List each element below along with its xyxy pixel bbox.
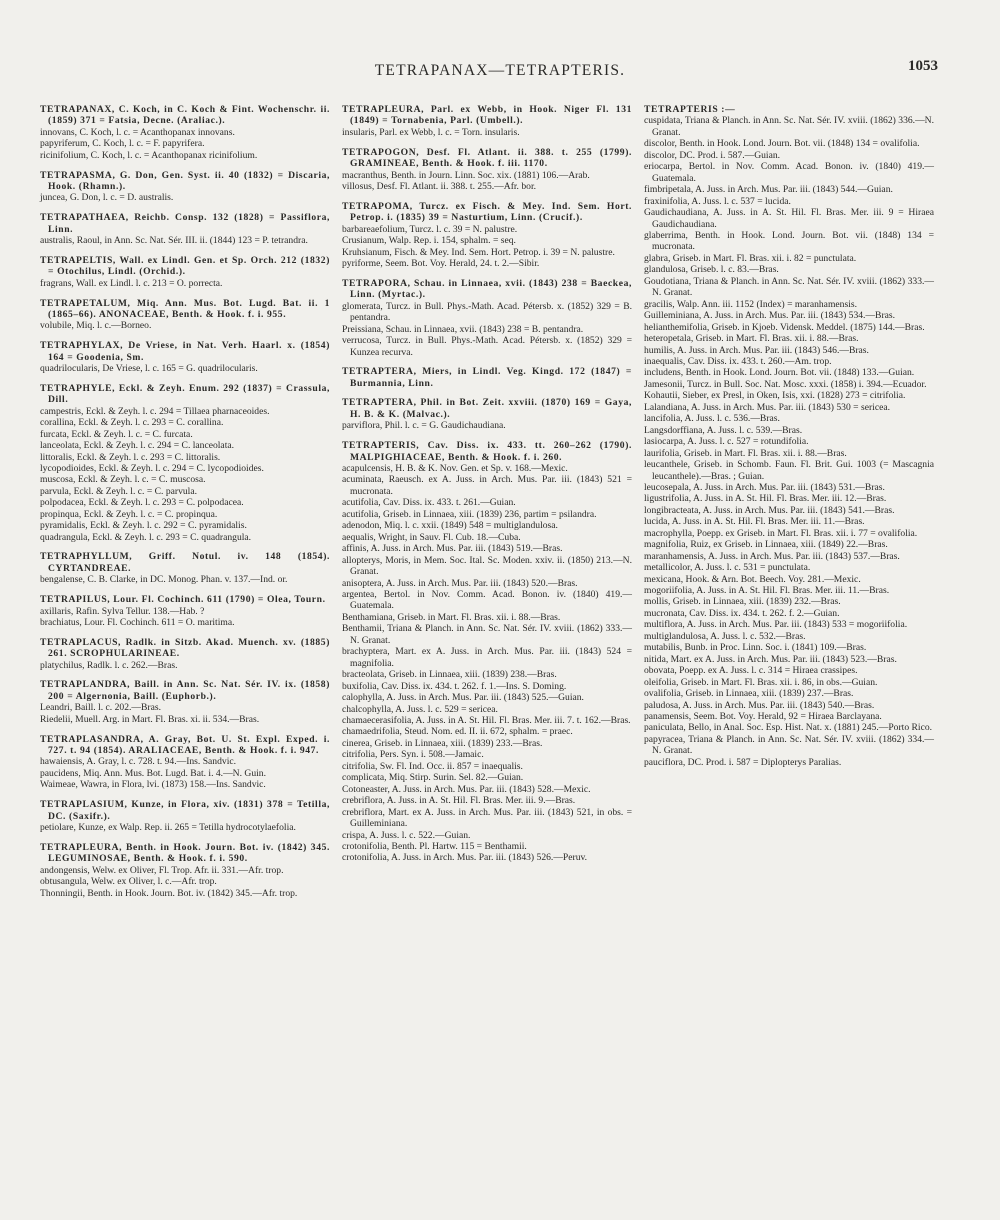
genus-entry [342,397,632,431]
genus-heading: TETRAPOGON, Desf. Fl. Atlant. ii. 388. t. 255 (1799). GRAMINEAE, Benth. & Hook. f. iii. 1170. [342,146,632,170]
genus-heading: TETRAPELTIS, Wall. ex Lindl. Gen. et Sp. Orch. 212 (1832) = Otochilus, Lindl. (Orchid.). [40,254,330,278]
species-entry: paucidens, Miq. Ann. Mus. Bot. Lugd. Bat. i. 4.—N. Guin. [40,767,266,779]
genus-heading: TETRAPETALUM, Miq. Ann. Mus. Bot. Lugd. Bat. ii. 1 (1865–66). ANONACEAE, Benth. & Hook. f. i. 955. [40,297,330,320]
species-entry: polpodacea, Eckl. & Zeyh. l. c. 293 = C. polpodacea. [40,497,244,509]
genus-entry [40,551,330,585]
genus-heading: TETRAPLACUS, Radlk. in Sitzb. Akad. Muench. xv. (1885) 261. SCROPHULARINEAE. [40,636,330,660]
species-entry: bengalense, C. B. Clarke, in DC. Monog. Phan. v. 137.—Ind. or. [40,574,288,586]
species-entry: allopterys, Moris, in Mem. Soc. Ital. Sc. Moden. xxiv. ii. (1850) 213.—N. Granat. [342,554,632,578]
species-entry: chalcophylla, A. Juss. l. c. 529 = sericea. [342,703,498,715]
genus-heading: TETRAPOMA, Turcz. ex Fisch. & Mey. Ind. Sem. Hort. Petrop. i. (1835) 39 = Nasturtium, Linn. (Crucif.). [342,200,632,224]
species-entry: verrucosa, Turcz. in Bull. Phys.-Math. Acad. Pétersb. x. (1852) 329 = Kunzea recurva. [342,335,632,358]
species-entry: buxifolia, Cav. Diss. ix. 434. t. 262. f. 1.—Ins. S. Doming. [342,680,567,692]
species-entry: glabra, Griseb. in Mart. Fl. Bras. xii. i. 82 = punctulata. [644,252,857,264]
species-entry: fraxinifolia, A. Juss. l. c. 537 = lucida. [644,195,791,207]
genus-heading: TETRAPHYLLUM, Griff. Notul. iv. 148 (1854). CYRTANDREAE. [40,551,330,574]
species-entry: macranthus, Benth. in Journ. Linn. Soc. xix. (1881) 106.—Arab. [342,169,590,181]
species-entry: lucida, A. Juss. in A. St. Hil. Fl. Bras. Mer. iii. 11.—Bras. [644,516,865,528]
species-entry: parvula, Eckl. & Zeyh. l. c. = C. parvula. [40,485,197,497]
species-entry: chamaedrifolia, Steud. Nom. ed. II. ii. 672, sphalm. = praec. [342,726,573,738]
genus-heading: TETRAPILUS, Lour. Fl. Cochinch. 611 (1790) = Olea, Tourn. [40,594,326,606]
species-entry: mutabilis, Bunb. in Proc. Linn. Soc. i. (1841) 109.—Bras. [644,642,867,654]
text-column-2 [342,104,632,872]
species-entry: discolor, Benth. in Hook. Lond. Journ. Bot. vii. (1848) 134 = ovalifolia. [644,138,920,150]
species-entry: crotonifolia, Benth. Pl. Hartw. 115 = Benthamii. [342,840,527,852]
species-entry: lycopodioides, Eckl. & Zeyh. l. c. 294 = C. lycopodioides. [40,463,264,475]
species-entry: multiglandulosa, A. Juss. l. c. 532.—Bras. [644,630,806,642]
species-entry: quadrangula, Eckl. & Zeyh. l. c. 293 = C. quadrangula. [40,531,252,543]
species-entry: Langsdorffiana, A. Juss. l. c. 539.—Bras. [644,424,803,436]
species-entry: calophylla, A. Juss. in Arch. Mus. Par. iii. (1843) 525.—Guian. [342,692,584,704]
genus-entry [342,278,632,358]
species-entry: pyramidalis, Eckl. & Zeyh. l. c. 292 = C. pyramidalis. [40,520,247,532]
species-entry: acutifolia, Cav. Diss. ix. 433. t. 261.—Guian. [342,497,516,509]
running-head: TETRAPANAX—TETRAPTERIS. [374,62,626,79]
species-entry: citrifolia, Pers. Syn. i. 508.—Jamaic. [342,749,484,761]
species-entry: citrifolia, Sw. Fl. Ind. Occ. ii. 857 = inaequalis. [342,760,523,772]
species-entry: brachiatus, Lour. Fl. Cochinch. 611 = O. maritima. [40,617,235,629]
species-entry: glomerata, Turcz. in Bull. Phys.-Math. Acad. Pétersb. x. (1852) 329 = B. pentandra. [342,300,632,324]
species-entry: mollis, Griseb. in Linnaea, xiii. (1839) 232.—Bras. [644,596,841,608]
species-entry: pauciflora, DC. Prod. i. 587 = Diplopterys Paralias. [644,756,842,768]
species-entry: Riedelii, Muell. Arg. in Mart. Fl. Bras. xi. ii. 534.—Bras. [40,713,260,725]
genus-heading: TETRAPLASIUM, Kunze, in Flora, xiv. (1831) 378 = Tetilla, DC. (Saxifr.). [40,799,330,822]
genus-entry [40,340,330,374]
species-entry: Kohautii, Sieber, ex Presl, in Oken, Isis, xxi. (1828) 273 = citrifolia. [644,390,906,402]
species-entry: nitida, Mart. ex A. Juss. in Arch. Mus. Par. iii. (1843) 523.—Bras. [644,653,897,665]
species-entry: gracilis, Walp. Ann. iii. 1152 (Index) = maranhamensis. [644,298,857,310]
species-entry: crispa, A. Juss. l. c. 522.—Guian. [342,829,471,841]
species-entry: Jamesonii, Turcz. in Bull. Soc. Nat. Mosc. xxxi. (1858) i. 394.—Ecuador. [644,378,927,390]
species-entry: paludosa, A. Juss. in Arch. Mus. Par. iii. (1843) 540.—Bras. [644,699,875,711]
species-entry: longibracteata, A. Juss. in Arch. Mus. Par. iii. (1843) 541.—Bras. [644,504,895,516]
species-entry: glandulosa, Griseb. l. c. 83.—Bras. [644,264,779,276]
species-entry: Benthamiana, Griseb. in Mart. Fl. Bras. xii. i. 88.—Bras. [342,611,561,623]
species-entry: littoralis, Eckl. & Zeyh. l. c. 293 = C. littoralis. [40,451,221,463]
species-entry: acapulcensis, H. B. & K. Nov. Gen. et Sp. v. 168.—Mexic. [342,463,568,475]
genus-entry [40,104,330,161]
species-entry: Guilleminiana, A. Juss. in Arch. Mus. Par. iii. (1843) 534.—Bras. [644,310,896,322]
species-entry: corallina, Eckl. & Zeyh. l. c. 293 = C. corallina. [40,417,224,429]
genus-entry [40,383,330,543]
genus-heading: TETRAPLASANDRA, A. Gray, Bot. U. St. Expl. Exped. i. 727. t. 94 (1854). ARALIACEAE, Benth. & Hook. f. i. 947. [40,733,330,757]
species-entry: ricinifolium, C. Koch, l. c. = Acanthopanax ricinifolium. [40,149,258,161]
genus-entry [40,734,330,791]
genus-entry [342,147,632,193]
genus-entry [40,637,330,671]
genus-heading: TETRAPHYLE, Eckl. & Zeyh. Enum. 292 (1837) = Crassula, Dill. [40,382,330,406]
species-entry: ligustrifolia, A. Juss. in A. St. Hil. Fl. Bras. Mer. iii. 12.—Bras. [644,493,887,505]
species-entry: Goudotiana, Triana & Planch. in Ann. Sc. Nat. Sér. IV. xviii. (1862) 333.—N. Granat. [644,275,934,299]
species-entry: aequalis, Wright, in Sauv. Fl. Cub. 18.—Cuba. [342,531,521,543]
genus-entry [40,594,330,628]
species-entry: maranhamensis, A. Juss. in Arch. Mus. Par. iii. (1843) 537.—Bras. [644,550,900,562]
species-entry: metallicolor, A. Juss. l. c. 531 = punctulata. [644,562,811,574]
species-entry: complicata, Miq. Stirp. Surin. Sel. 82.—Guian. [342,772,524,784]
genus-entry [40,842,330,899]
genus-heading: TETRAPTERA, Miers, in Lindl. Veg. Kingd. 172 (1847) = Burmannia, Linn. [342,366,632,389]
species-entry: parviflora, Phil. l. c. = G. Gaudichaudiana. [342,420,506,432]
species-entry: furcata, Eckl. & Zeyh. l. c. = C. furcata. [40,428,193,440]
genus-heading: TETRAPANAX, C. Koch, in C. Koch & Fint. Wochenschr. ii. (1859) 371 = Fatsia, Decne. (Araliac.). [40,104,330,127]
genus-heading: TETRAPLEURA, Benth. in Hook. Journ. Bot. iv. (1842) 345. LEGUMINOSAE, Benth. & Hook. f. i. 590. [40,841,330,865]
species-entry: brachyptera, Mart. ex A. Juss. in Arch. Mus. Par. iii. (1843) 524 = magnifolia. [342,646,632,669]
species-entry: campestris, Eckl. & Zeyh. l. c. 294 = Tillaea pharnaceoides. [40,405,270,417]
species-entry: multiflora, A. Juss. in Arch. Mus. Par. iii. (1843) 533 = mogoriifolia. [644,619,908,631]
genus-heading: TETRAPTERA, Phil. in Bot. Zeit. xxviii. (1870) 169 = Gaya, H. B. & K. (Malvac.). [342,397,632,420]
text-column-1 [40,104,330,907]
species-entry: paniculata, Bello, in Anal. Soc. Esp. Hist. Nat. x. (1881) 245.—Porto Rico. [644,722,933,734]
genus-entry [644,104,934,768]
species-entry: fragrans, Wall. ex Lindl. l. c. 213 = O. porrecta. [40,277,223,289]
genus-entry [40,170,330,204]
species-entry: leucosepala, A. Juss. in Arch. Mus. Par. iii. (1843) 531.—Bras. [644,481,885,493]
species-entry: inaequalis, Cav. Diss. ix. 433. t. 260.—Am. trop. [644,355,832,367]
species-entry: crebriflora, Mart. ex A. Juss. in Arch. Mus. Par. iii. (1843) 521, in obs. = Guilleminiana. [342,806,632,830]
genus-heading: TETRAPTERIS :— [644,104,736,115]
species-entry: adenodon, Miq. l. c. xxii. (1849) 548 = multiglandulosa. [342,520,558,532]
species-entry: Gaudichaudiana, A. Juss. in A. St. Hil. Fl. Bras. Mer. iii. 9 = Hiraea Gaudichaudiana. [644,207,934,230]
species-entry: mucronata, Cav. Diss. ix. 434. t. 262. f. 2.—Guian. [644,607,840,619]
species-entry: glaberrima, Benth. in Hook. Lond. Journ. Bot. vii. (1848) 134 = mucronata. [644,229,934,253]
species-entry: mexicana, Hook. & Arn. Bot. Beech. Voy. 281.—Mexic. [644,573,861,585]
species-entry: pyriforme, Seem. Bot. Voy. Herald, 24. t. 2.—Sibir. [342,258,540,270]
genus-entry [342,440,632,864]
species-entry: muscosa, Eckl. & Zeyh. l. c. = C. muscosa. [40,474,206,486]
species-entry: ovalifolia, Griseb. in Linnaea, xiii. (1839) 237.—Bras. [644,688,854,700]
species-entry: macrophylla, Poepp. ex Griseb. in Mart. Fl. Bras. xii. i. 77 = ovalifolia. [644,527,918,539]
species-entry: discolor, DC. Prod. i. 587.—Guian. [644,149,781,161]
species-entry: fimbripetala, A. Juss. in Arch. Mus. Par. iii. (1843) 544.—Guian. [644,184,893,196]
genus-heading: TETRAPATHAEA, Reichb. Consp. 132 (1828) = Passiflora, Linn. [40,212,330,235]
species-entry: magnifolia, Ruiz, ex Griseb. in Linnaea, xiii. (1849) 22.—Bras. [644,539,888,551]
species-entry: helianthemifolia, Griseb. in Kjoeb. Vidensk. Meddel. (1875) 144.—Bras. [644,321,925,333]
species-entry: andongensis, Welw. ex Oliver, Fl. Trop. Afr. ii. 331.—Afr. trop. [40,864,284,876]
species-entry: leucanthele, Griseb. in Schomb. Faun. Fl. Brit. Gui. 1003 (= Mascagnia leucanthele).—Bras. ; Guian. [644,459,934,482]
genus-entry [342,366,632,389]
species-entry: crotonifolia, A. Juss. in Arch. Mus. Par. iii. (1843) 526.—Peruv. [342,852,588,864]
species-entry: heteropetala, Griseb. in Mart. Fl. Bras. xii. i. 88.—Bras. [644,333,859,345]
species-entry: acutifolia, Griseb. in Linnaea, xiii. (1839) 236, partim = psilandra. [342,508,597,520]
species-entry: argentea, Bertol. in Nov. Comm. Acad. Bonon. iv. (1840) 419.—Guatemala. [342,589,632,612]
species-entry: hawaiensis, A. Gray, l. c. 728. t. 94.—Ins. Sandvic. [40,756,237,768]
page-number: 1053 [908,58,938,74]
species-entry: juncea, G. Don, l. c. = D. australis. [40,192,174,204]
species-entry: acuminata, Raeusch. ex A. Juss. in Arch. Mus. Par. iii. (1843) 521 = mucronata. [342,474,632,497]
species-entry: australis, Raoul, in Ann. Sc. Nat. Sér. III. ii. (1844) 123 = P. tetrandra. [40,235,308,247]
species-entry: papyriferum, C. Koch, l. c. = F. papyrifera. [40,138,205,150]
species-entry: includens, Benth. in Hook. Lond. Journ. Bot. vii. (1848) 133.—Guian. [644,367,915,379]
genus-entry [40,212,330,246]
species-entry: panamensis, Seem. Bot. Voy. Herald, 92 = Hiraea Barclayana. [644,711,882,723]
genus-entry [342,104,632,138]
genus-heading: TETRAPHYLAX, De Vriese, in Nat. Verh. Haarl. x. (1854) 164 = Goodenia, Sm. [40,340,330,363]
species-entry: insularis, Parl. ex Webb, l. c. = Torn. insularis. [342,126,520,138]
genus-entry [40,799,330,833]
species-entry: laurifolia, Griseb. in Mart. Fl. Bras. xii. i. 88.—Bras. [644,447,847,459]
species-entry: Preissiana, Schau. in Linnaea, xvii. (1843) 238 = B. pentandra. [342,323,584,335]
species-entry: oleifolia, Griseb. in Mart. Fl. Bras. xii. i. 86, in obs.—Guian. [644,676,878,688]
genus-entry [40,255,330,289]
species-entry: lasiocarpa, A. Juss. l. c. 527 = rotundifolia. [644,436,809,448]
species-entry: barbareaefolium, Turcz. l. c. 39 = N. palustre. [342,223,518,235]
species-entry: Kruhsianum, Fisch. & Mey. Ind. Sem. Hort. Petrop. i. 39 = N. palustre. [342,246,615,258]
genus-heading: TETRAPTERIS, Cav. Diss. ix. 433. tt. 260–262 (1790). MALPIGHIACEAE, Benth. & Hook. f. i. 260. [342,440,632,463]
species-entry: lancifolia, A. Juss. l. c. 536.—Bras. [644,413,780,425]
species-entry: Leandri, Baill. l. c. 202.—Bras. [40,702,161,714]
species-entry: propinqua, Eckl. & Zeyh. l. c. = C. propinqua. [40,508,218,520]
species-entry: affinis, A. Juss. in Arch. Mus. Par. iii. (1843) 519.—Bras. [342,543,563,555]
species-entry: quadrilocularis, De Vriese, l. c. 165 = G. quadrilocularis. [40,363,258,375]
species-entry: obtusangula, Welw. ex Oliver, l. c.—Afr. trop. [40,876,217,888]
species-entry: axillaris, Rafin. Sylva Tellur. 138.—Hab. ? [40,605,205,617]
genus-entry [342,201,632,270]
species-entry: Waimeae, Wawra, in Flora, lvi. (1873) 158.—Ins. Sandvic. [40,779,266,791]
species-entry: Thonningii, Benth. in Hook. Journ. Bot. iv. (1842) 345.—Afr. trop. [40,887,298,899]
genus-entry [40,298,330,332]
genus-entry [40,679,330,725]
species-entry: anisoptera, A. Juss. in Arch. Mus. Par. iii. (1843) 520.—Bras. [342,577,578,589]
species-entry: cuspidata, Triana & Planch. in Ann. Sc. Nat. Sér. IV. xviii. (1862) 336.—N. Granat. [644,115,934,138]
species-entry: bracteolata, Griseb. in Linnaea, xiii. (1839) 238.—Bras. [342,669,557,681]
species-entry: eriocarpa, Bertol. in Nov. Comm. Acad. Bonon. iv. (1840) 419.—Guatemala. [644,161,934,184]
genus-heading: TETRAPLANDRA, Baill. in Ann. Sc. Nat. Sér. IV. ix. (1858) 200 = Algernonia, Baill. (Euphorb.). [40,679,330,702]
species-entry: obovata, Poepp. ex A. Juss. l. c. 314 = Hiraea crassipes. [644,665,858,677]
species-entry: villosus, Desf. Fl. Atlant. ii. 388. t. 255.—Afr. bor. [342,181,537,193]
species-entry: Lalandiana, A. Juss. in Arch. Mus. Par. iii. (1843) 530 = sericea. [644,401,891,413]
species-entry: cinerea, Griseb. in Linnaea, xiii. (1839) 233.—Bras. [342,737,543,749]
species-entry: Benthamii, Triana & Planch. in Ann. Sc. Nat. Sér. IV. xviii. (1862) 333.—N. Granat. [342,623,632,646]
species-entry: papyracea, Triana & Planch. in Ann. Sc. Nat. Sér. IV. xviii. (1862) 334.—N. Granat. [644,733,934,757]
genus-heading: TETRAPORA, Schau. in Linnaea, xvii. (1843) 238 = Baeckea, Linn. (Myrtac.). [342,277,632,301]
species-entry: innovans, C. Koch, l. c. = Acanthopanax innovans. [40,126,235,138]
genus-heading: TETRAPASMA, G. Don, Gen. Syst. ii. 40 (1832) = Discaria, Hook. (Rhamn.). [40,169,330,193]
genus-heading: TETRAPLEURA, Parl. ex Webb, in Hook. Niger Fl. 131 (1849) = Tornabenia, Parl. (Umbell.). [342,104,632,127]
species-entry: crebriflora, A. Juss. in A. St. Hil. Fl. Bras. Mer. iii. 9.—Bras. [342,795,576,807]
text-column-3 [644,104,934,777]
species-entry: platychilus, Radlk. l. c. 262.—Bras. [40,659,178,671]
species-entry: chamaecerasifolia, A. Juss. in A. St. Hil. Fl. Bras. Mer. iii. 7. t. 162.—Bras. [342,714,631,726]
species-entry: petiolare, Kunze, ex Walp. Rep. ii. 265 = Tetilla hydrocotylaefolia. [40,822,296,834]
species-entry: humilis, A. Juss. in Arch. Mus. Par. iii. (1843) 546.—Bras. [644,344,869,356]
species-entry: volubile, Miq. l. c.—Borneo. [40,320,152,332]
species-entry: Crusianum, Walp. Rep. i. 154, sphalm. = seq. [342,235,516,247]
species-entry: Cotoneaster, A. Juss. in Arch. Mus. Par. iii. (1843) 528.—Mexic. [342,783,591,795]
species-entry: mogoriifolia, A. Juss. in A. St. Hil. Fl. Bras. Mer. iii. 11.—Bras. [644,585,890,597]
species-entry: lanceolata, Eckl. & Zeyh. l. c. 294 = C. lanceolata. [40,440,235,452]
